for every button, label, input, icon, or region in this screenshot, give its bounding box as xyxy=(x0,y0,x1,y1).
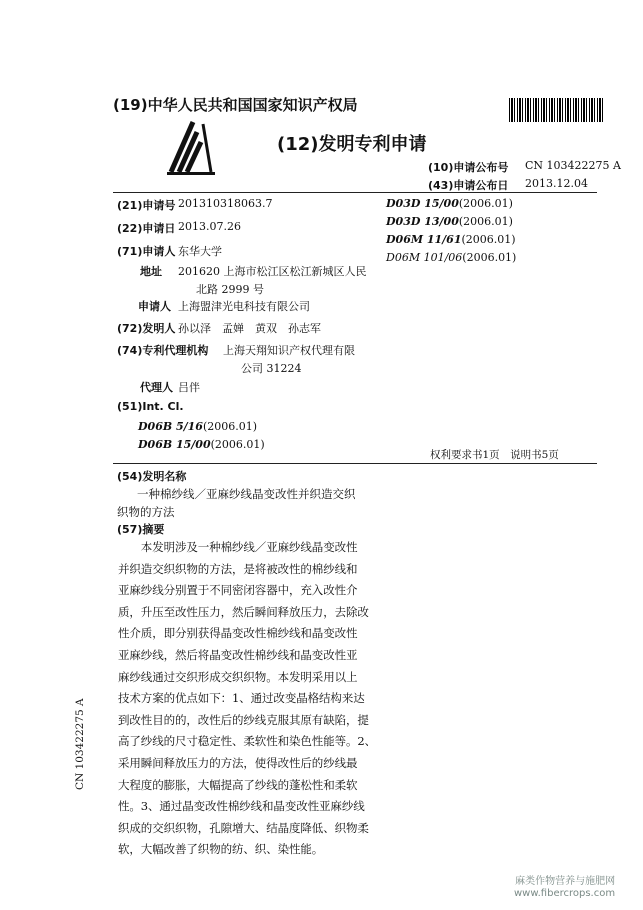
applicant-name: 东华大学 xyxy=(178,245,222,258)
address-label: 地址 xyxy=(140,265,162,278)
classification-item: D03D 15/00(2006.01) xyxy=(386,197,513,210)
application-date-label: (22)申请日 xyxy=(117,222,176,235)
agent-name: 吕伴 xyxy=(178,381,200,394)
address-line-2: 北路 2999 号 xyxy=(196,283,264,296)
classification-item: D06M 11/61(2006.01) xyxy=(386,233,516,246)
publication-number-label: (10)申请公布号 xyxy=(428,161,509,174)
abstract-line: 软，大幅改善了织物的纺、织、染性能。 xyxy=(118,842,324,857)
publication-number: CN 103422275 A xyxy=(525,159,621,172)
site-watermark xyxy=(514,876,615,900)
title-label: (54)发明名称 xyxy=(117,470,187,483)
co-applicant-label: 申请人 xyxy=(138,300,171,313)
inventors: 孙以泽 孟婵 黄双 孙志军 xyxy=(178,322,321,335)
abstract-line: 亚麻纱线，然后将晶变改性棉纱线和晶变改性亚 xyxy=(118,647,358,662)
address-line-1: 201620 上海市松江区松江新城区人民 xyxy=(178,265,367,278)
watermark-line-1: 麻类作物营养与施肥网 xyxy=(515,876,616,887)
abstract-line: 本发明涉及一种棉纱线／亚麻纱线晶变改性 xyxy=(118,540,358,554)
watermark-line-2: www.fibercrops.com xyxy=(514,888,616,899)
abstract-line: 并织造交织织物的方法，是将被改性的棉纱线和 xyxy=(118,561,358,576)
invention-title-line-2: 织物的方法 xyxy=(117,505,175,519)
abstract-line: 高了纱线的尺寸稳定性、柔软性和染色性能等。2、 xyxy=(118,734,377,749)
cnipa-logo-icon xyxy=(163,118,233,176)
barcode xyxy=(509,98,603,122)
abstract-line: 质，升压至改性压力，然后瞬间释放压力，去除改 xyxy=(118,604,369,619)
invention-title-line-1: 一种棉纱线／亚麻纱线晶变改性并织造交织 xyxy=(137,487,356,501)
page-counts: 权利要求书1页 说明书5页 xyxy=(430,449,559,461)
abstract-line: 亚麻纱线分别置于不同密闭容器中，充入改性介 xyxy=(118,583,358,598)
agency-line-2: 公司 31224 xyxy=(241,362,302,375)
classification-item: D03D 13/00(2006.01) xyxy=(386,215,513,228)
abstract-line: 到改性目的的，改性后的纱线克服其原有缺陷，提 xyxy=(118,712,369,727)
co-applicant-name: 上海盟津光电科技有限公司 xyxy=(178,300,310,313)
abstract-label: (57)摘要 xyxy=(117,523,165,536)
office-name: (19)中华人民共和国国家知识产权局 xyxy=(113,96,358,114)
application-number-label: (21)申请号 xyxy=(117,199,176,212)
abstract-line: 技术方案的优点如下：1、通过改变晶格结构来达 xyxy=(118,691,365,706)
agency-label: (74)专利代理机构 xyxy=(117,344,209,357)
agent-label: 代理人 xyxy=(140,381,173,394)
abstract-line: 性。3、通过晶变改性棉纱线和晶变改性亚麻纱线 xyxy=(118,799,365,814)
header-rule xyxy=(113,192,597,193)
int-cl-label: (51)Int. Cl. xyxy=(117,400,184,413)
abstract-line: 织成的交织织物，孔隙增大、结晶度降低、织物柔 xyxy=(118,820,369,835)
application-number: 201310318063.7 xyxy=(178,197,273,210)
abstract-line: 采用瞬间释放压力的方法，使得改性后的纱线最 xyxy=(118,755,358,770)
publication-date-label: (43)申请公布日 xyxy=(428,179,509,192)
classification-item: D06M 101/06(2006.01) xyxy=(386,251,517,264)
side-publication-number: CN 103422275 A xyxy=(74,698,86,790)
abstract-line: 性介质，即分别获得晶变改性棉纱线和晶变改性 xyxy=(118,626,358,641)
inventors-label: (72)发明人 xyxy=(117,322,176,335)
applicant-label: (71)申请人 xyxy=(117,245,176,258)
publication-date: 2013.12.04 xyxy=(525,177,588,190)
agency-line-1: 上海天翔知识产权代理有限 xyxy=(223,344,355,357)
section-rule xyxy=(113,463,597,464)
abstract-text xyxy=(118,537,377,861)
document-type: (12)发明专利申请 xyxy=(277,134,427,155)
application-date: 2013.07.26 xyxy=(178,220,241,233)
abstract-line: 麻纱线通过交织形成交织织物。本发明采用以上 xyxy=(118,669,358,684)
abstract-line: 大程度的膨胀，大幅提高了纱线的蓬松性和柔软 xyxy=(118,777,358,792)
int-cl-item: D06B 15/00(2006.01) xyxy=(138,438,265,451)
int-cl-item: D06B 5/16(2006.01) xyxy=(138,420,258,433)
